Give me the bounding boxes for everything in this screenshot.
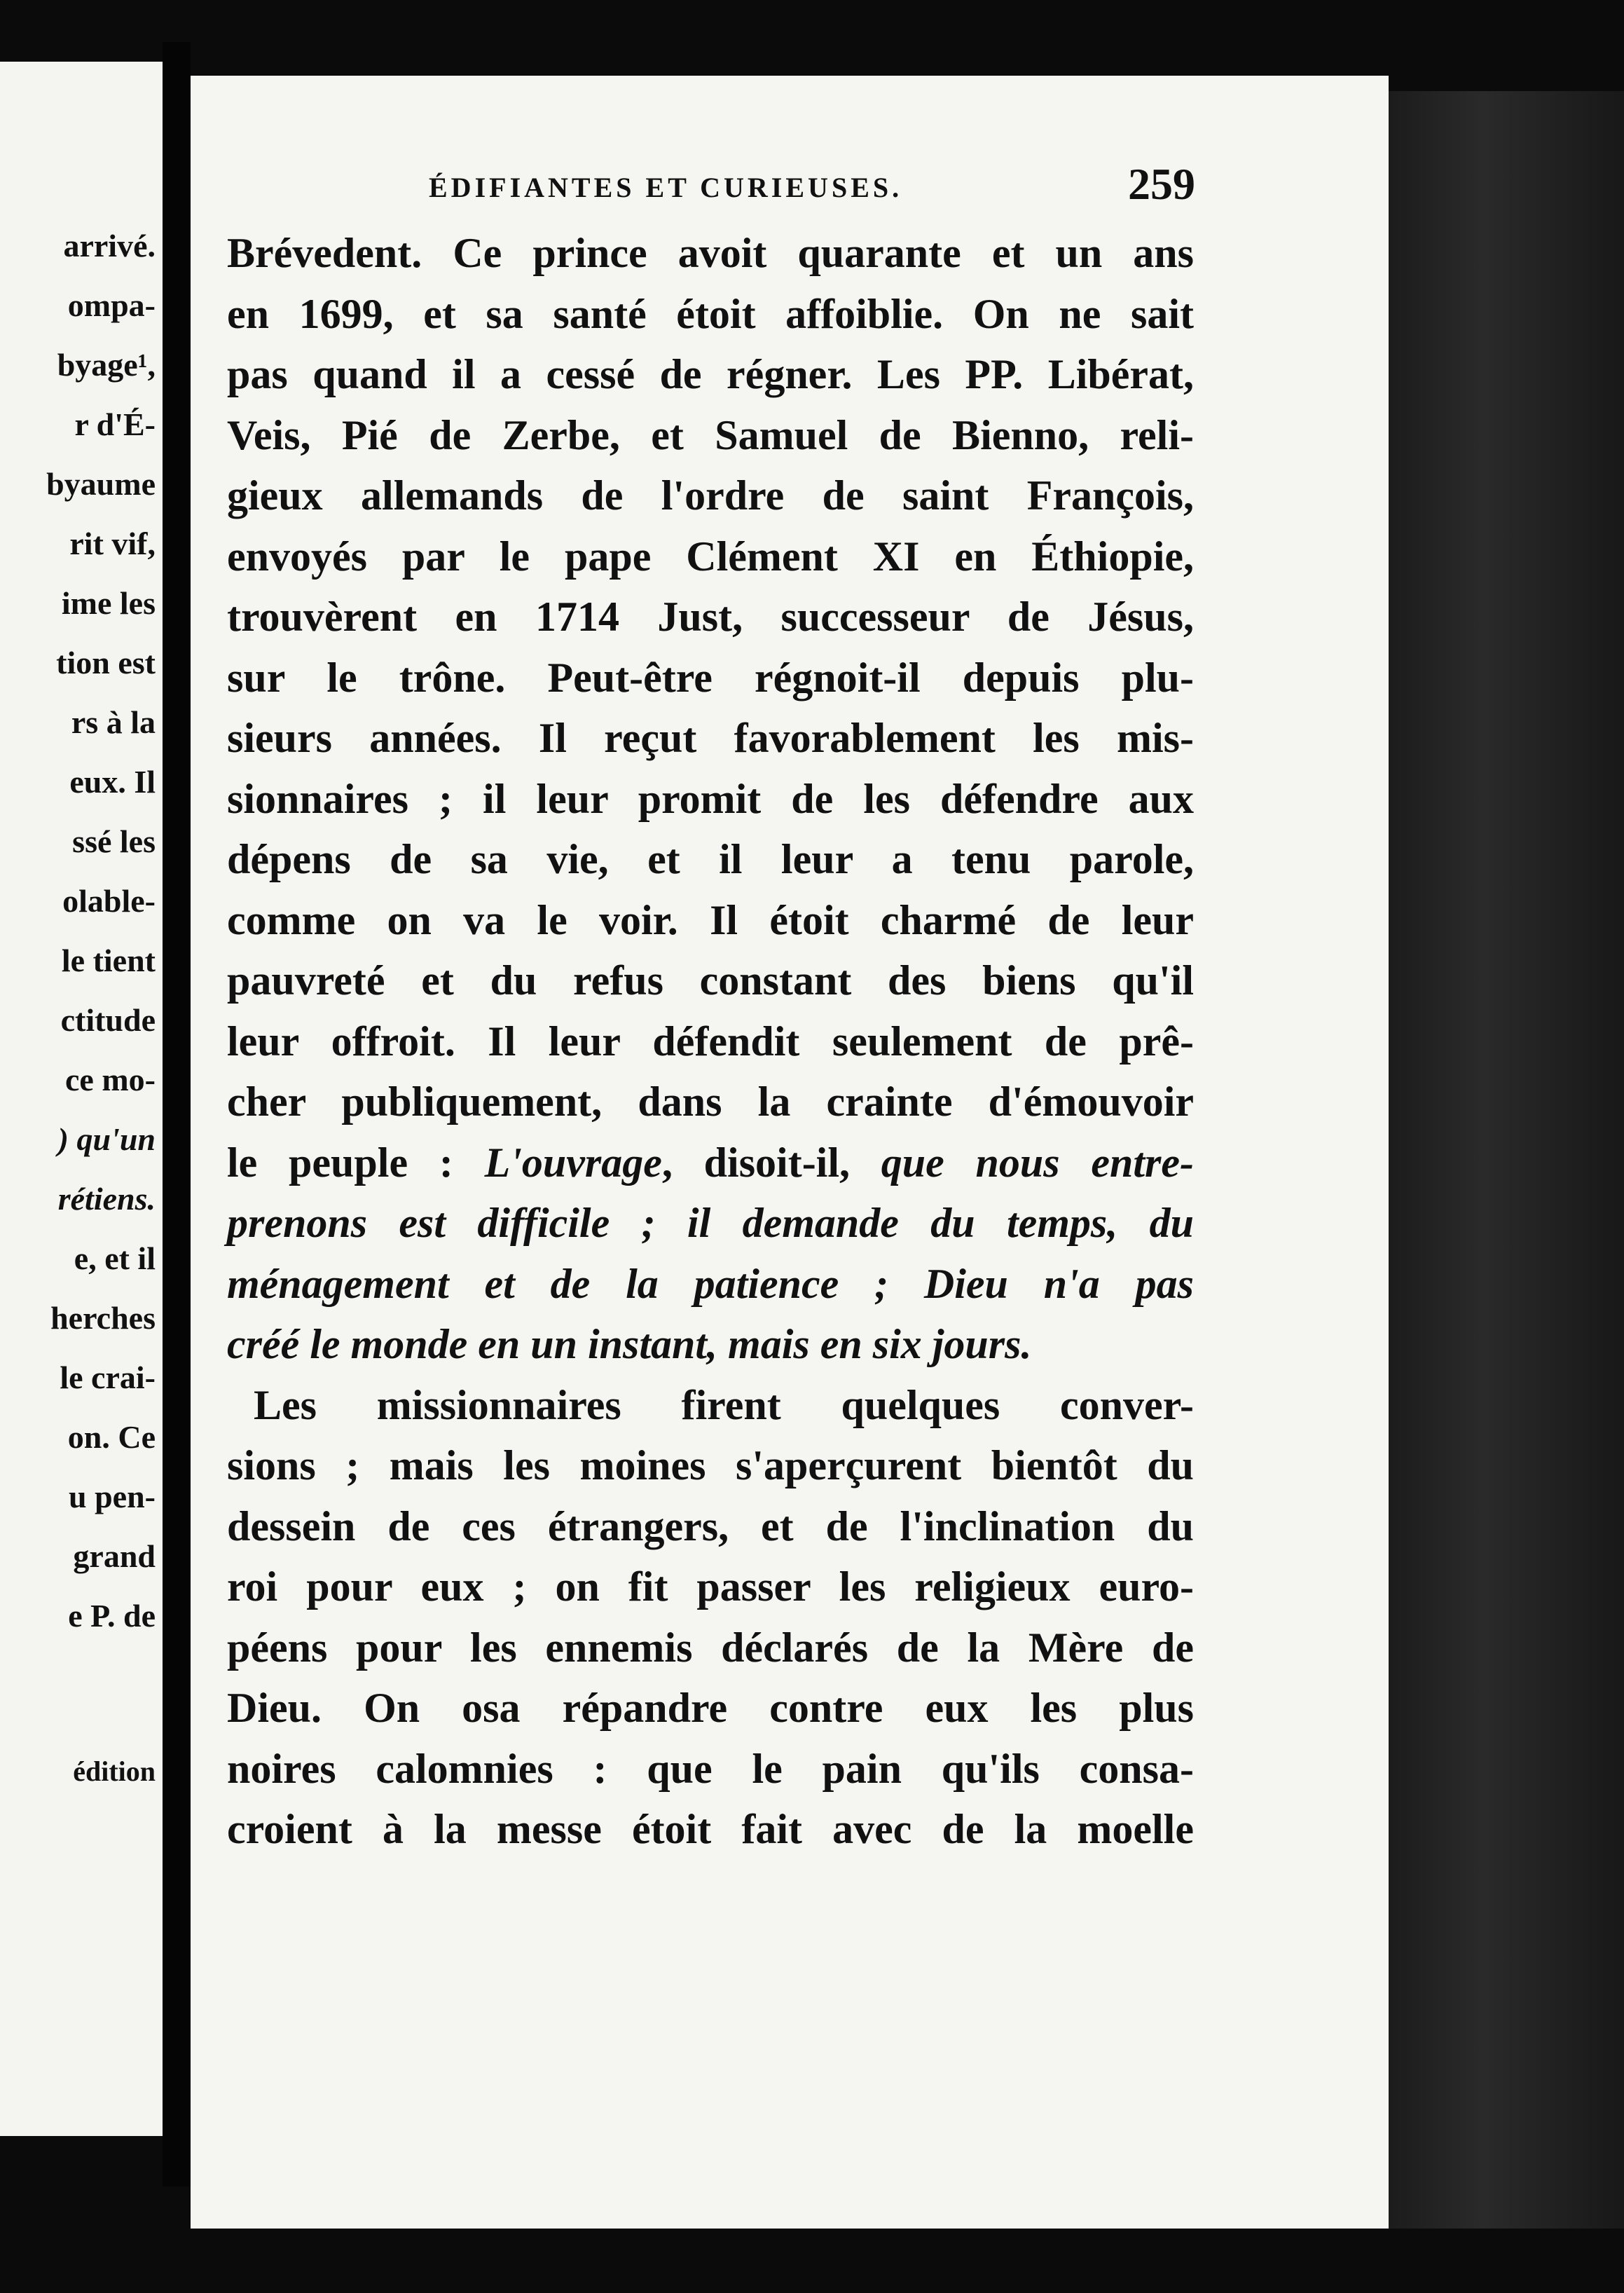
body-text [227, 223, 1194, 1860]
italic-segment: L'ouvrage [484, 1139, 662, 1186]
running-title: ÉDIFIANTES ET CURIEUSES. [429, 172, 903, 203]
text-line: cher publiquement, dans la crainte d'émouvoir [227, 1079, 1194, 1125]
text-line: trouvèrent en 1714 Just, successeur de Jésus, [227, 594, 1194, 640]
text-line: noires calomnies : que le pain qu'ils consa- [227, 1745, 1194, 1792]
left-text-fragment: rs à la [71, 704, 156, 740]
page-number: 259 [1128, 159, 1195, 209]
text-line: leur offroit. Il leur défendit seulement de prê- [227, 1018, 1194, 1065]
paragraph-start-line: Les missionnaires firent quelques conver- [254, 1381, 1194, 1428]
text-line: comme on va le voir. Il étoit charmé de leur [227, 896, 1194, 943]
left-text-fragment: tion est [56, 645, 156, 680]
left-footnote-fragment: édition [73, 1755, 156, 1787]
left-text-fragment: r d'É- [74, 406, 156, 442]
left-text-fragment: e, et il [74, 1240, 156, 1276]
left-text-fragment: eux. Il [69, 764, 156, 800]
left-text-fragment: ime les [61, 585, 156, 621]
text-segment: le peuple : [227, 1139, 485, 1186]
italic-line: prenons est difficile ; il demande du temps, du [227, 1200, 1194, 1246]
text-line: dessein de ces étrangers, et de l'inclination du [227, 1503, 1194, 1549]
text-line: en 1699, et sa santé étoit affoiblie. On ne sait [227, 290, 1194, 337]
left-text-fragment: on. Ce [67, 1419, 156, 1455]
italic-line: créé le monde en un instant, mais en six jours. [227, 1321, 1032, 1367]
text-line: envoyés par le pape Clément XI en Éthiopie, [227, 533, 1194, 580]
left-text-fragment: ompa- [67, 287, 156, 323]
book-gutter [163, 42, 191, 2186]
left-text-fragment: ce mo- [65, 1062, 156, 1097]
text-line: sieurs années. Il reçut favorablement les mis- [227, 715, 1194, 761]
scan-background [1389, 91, 1624, 2229]
left-text-fragment: olable- [62, 883, 156, 919]
text-line: Brévedent. Ce prince avoit quarante et un ans [227, 230, 1194, 276]
text-line: Veis, Pié de Zerbe, et Samuel de Bienno, reli- [227, 411, 1194, 458]
left-text-fragment: byaume [46, 466, 156, 502]
italic-line: ménagement et de la patience ; Dieu n'a pas [227, 1260, 1194, 1307]
text-line: roi pour eux ; on fit passer les religieux euro- [227, 1563, 1194, 1610]
page-header [191, 158, 1389, 214]
left-text-fragment: rétiens. [57, 1181, 156, 1217]
text-line: gieux allemands de l'ordre de saint François, [227, 472, 1194, 519]
left-text-fragment: grand [73, 1538, 156, 1574]
left-text-fragment: ) qu'un [57, 1121, 156, 1157]
left-text-fragment: u pen- [69, 1479, 156, 1514]
book-page [191, 76, 1389, 2229]
text-line: croient à la messe étoit fait avec de la moelle [227, 1806, 1194, 1852]
left-text-fragment: ssé les [72, 823, 156, 859]
text-line: sur le trône. Peut-être régnoit-il depuis plu- [227, 654, 1194, 701]
text-line: dépens de sa vie, et il leur a tenu parole, [227, 836, 1194, 882]
text-line: Dieu. On osa répandre contre eux les plus [227, 1685, 1194, 1731]
left-text-fragment: ctitude [60, 1002, 156, 1038]
left-text-fragment: le crai- [60, 1360, 156, 1395]
left-text-fragment: herches [50, 1300, 156, 1336]
text-line: pauvreté et du refus constant des biens qu'il [227, 957, 1194, 1004]
text-line-mixed [227, 1132, 1194, 1193]
text-line: sionnaires ; il leur promit de les défendre aux [227, 775, 1194, 822]
italic-segment: que nous entre- [881, 1139, 1195, 1186]
left-text-fragment: e P. de [68, 1598, 156, 1634]
text-line: sions ; mais les moines s'aperçurent bientôt du [227, 1442, 1194, 1488]
left-text-fragment: rit vif, [69, 526, 156, 561]
left-text-fragment: arrivé. [63, 228, 156, 263]
left-text-fragment: byage¹, [57, 347, 156, 383]
text-segment: , disoit-il, [661, 1139, 881, 1186]
left-text-fragment: le tient [61, 943, 156, 978]
text-line: péens pour les ennemis déclarés de la Mère de [227, 1624, 1194, 1671]
text-line: pas quand il a cessé de régner. Les PP. Libérat, [227, 351, 1194, 397]
previous-page-fragment [0, 62, 163, 2136]
